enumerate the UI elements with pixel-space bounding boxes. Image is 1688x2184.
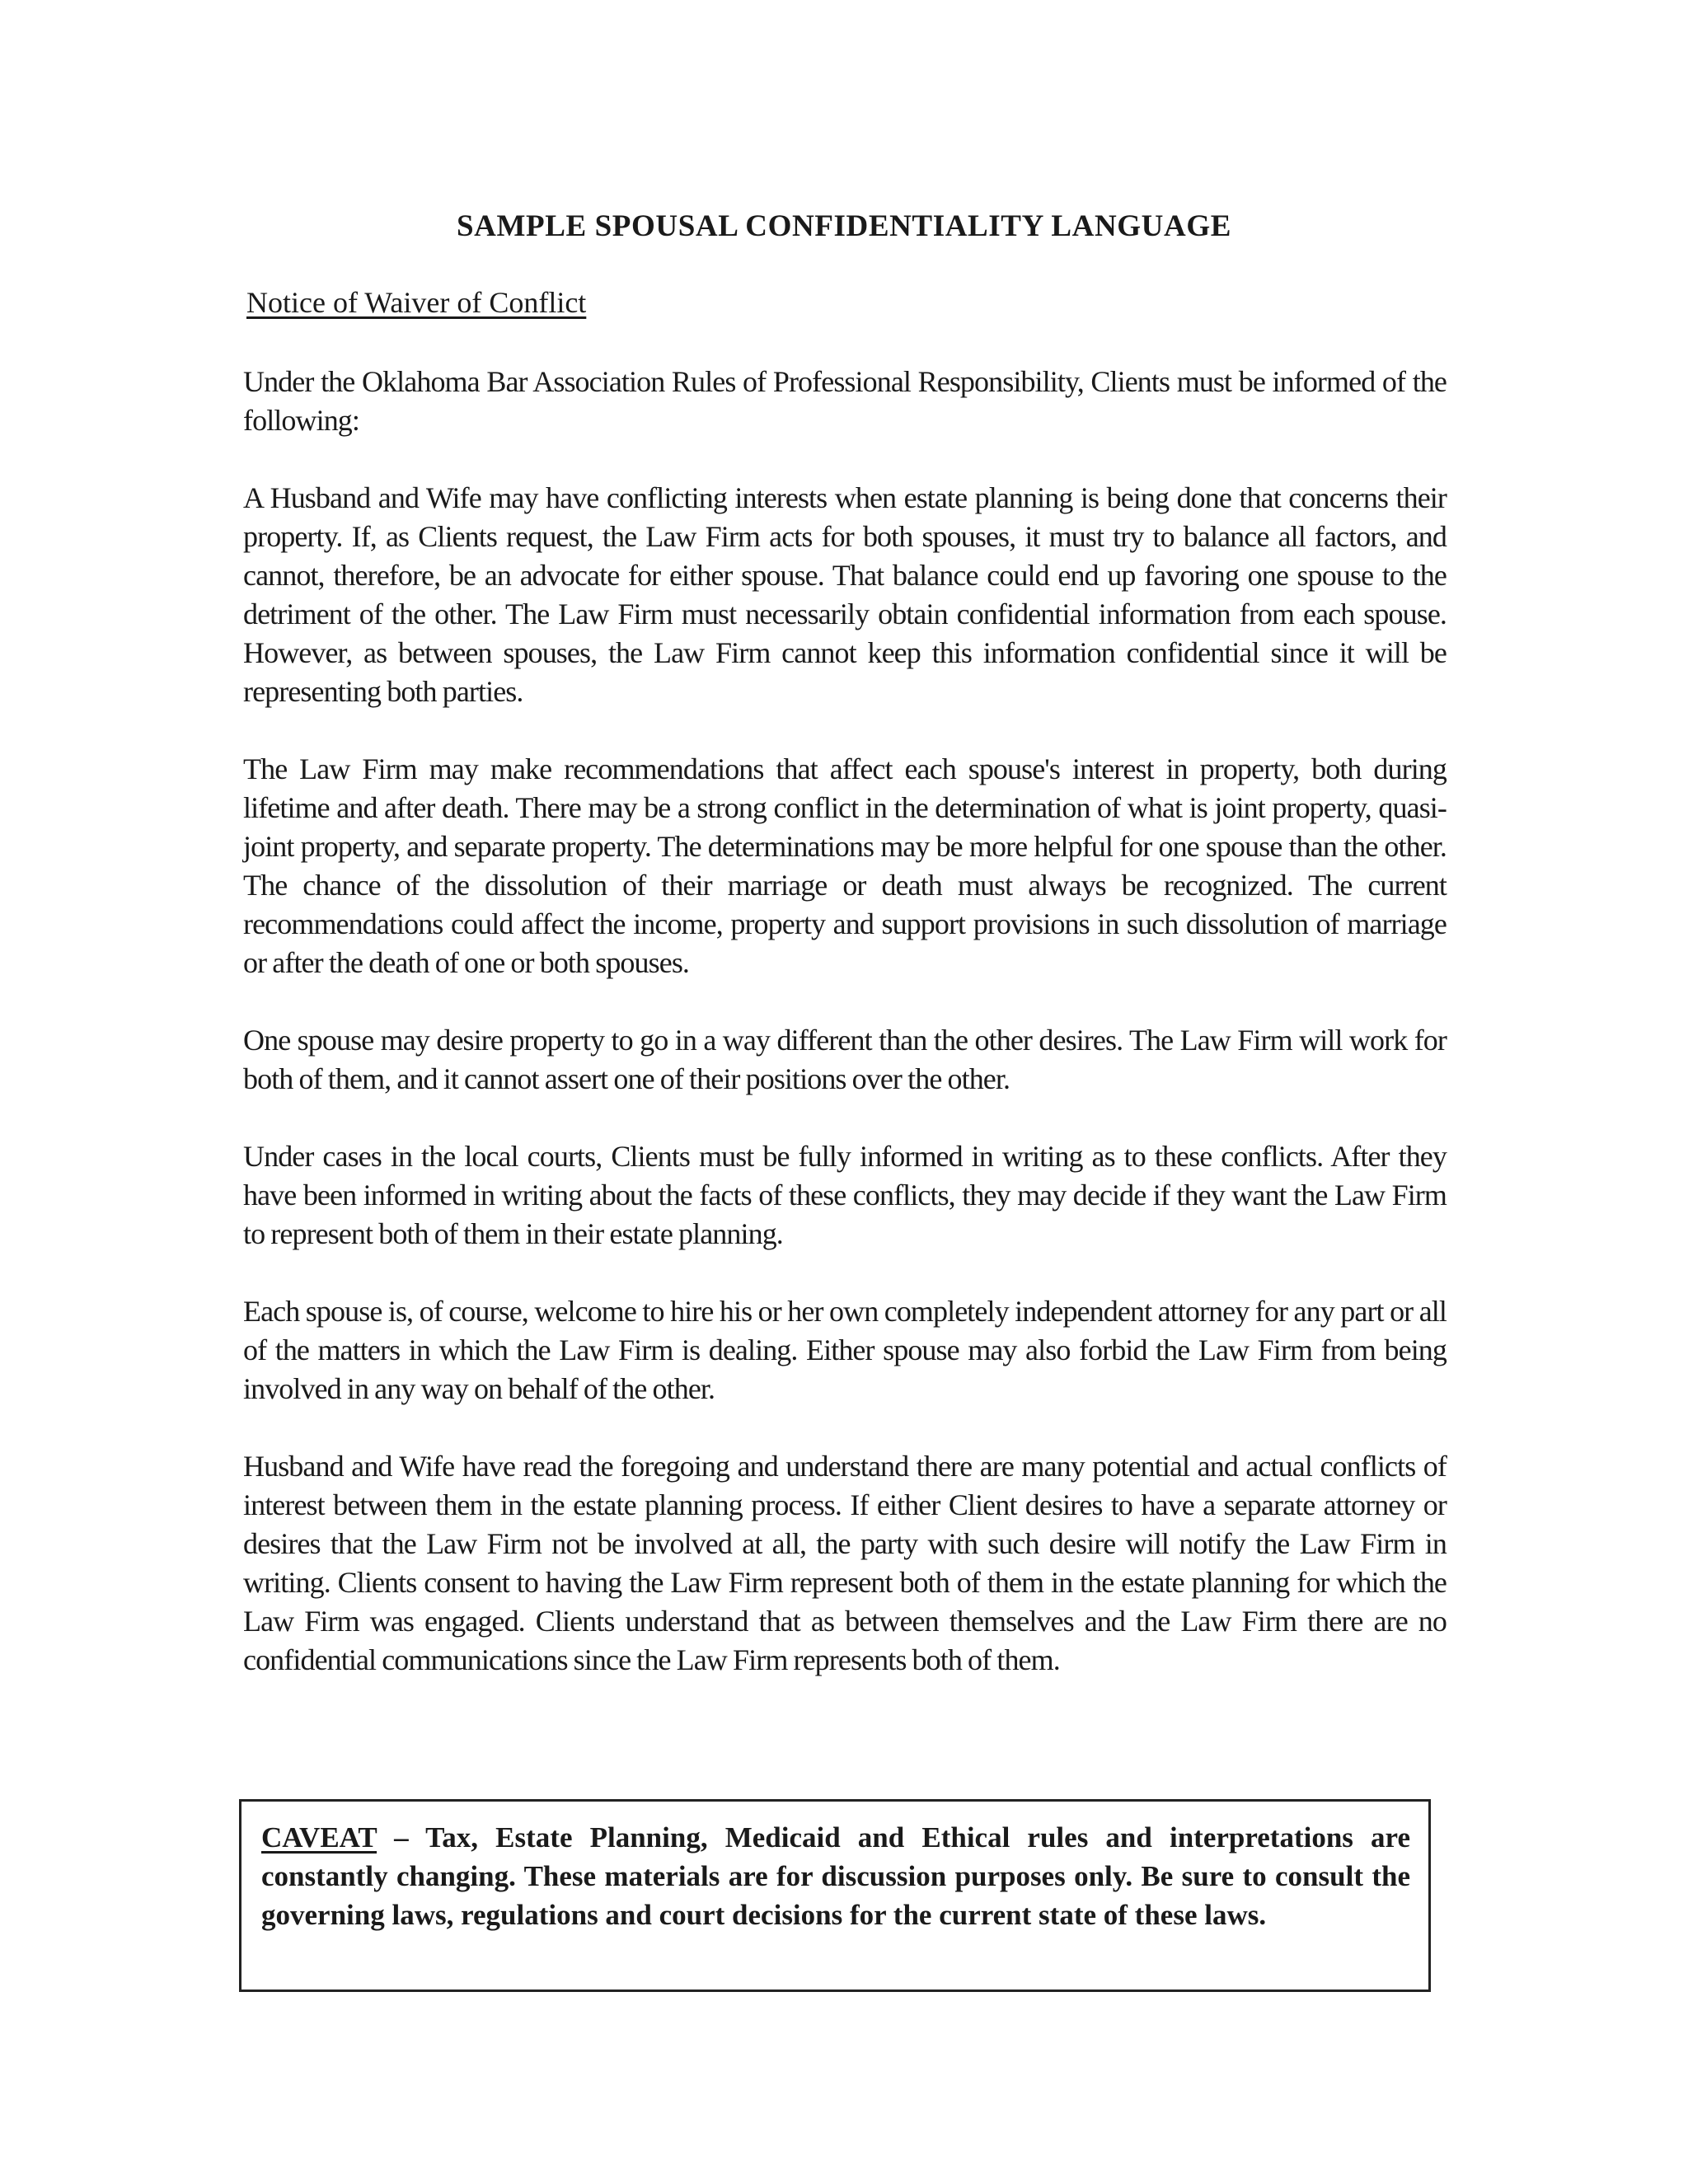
paragraph-consent: Husband and Wife have read the foregoing and understand there are many potential and actual conflicts of interest between them in the estate planning process. If either Client desires to have a separate attorney or desires that the Law Firm not be involved at all, the party with such desire will notify the Law Firm in writing. Clients consent to having the Law Firm represent both of them in the estate planning for which the Law Firm was engaged. Clients understand that as between themselves and the Law Firm there are no confidential communications since the Law Firm represents both of them.	[243, 1450, 1447, 1676]
caveat-box	[239, 1799, 1431, 1992]
section-heading: Notice of Waiver of Conflict	[246, 286, 587, 319]
document-body	[243, 363, 1447, 1718]
caveat-label: CAVEAT	[261, 1821, 377, 1854]
paragraph-conflicting-interests: A Husband and Wife may have conflicting interests when estate planning is being done that concerns their property. If, as Clients request, the Law Firm acts for both spouses, it must try to balance all factors, and cannot, therefore, be an advocate for either spouse. That balance could end up favoring one spouse to the detriment of the other. The Law Firm must necessarily obtain confidential information from each spouse. However, as between spouses, the Law Firm cannot keep this information confidential since it will be representing both parties.	[243, 481, 1447, 708]
caveat-body: – Tax, Estate Planning, Medicaid and Ethical rules and interpretations are constantly changing. These materials are for discussion purposes only. Be sure to consult the governing laws, regulations and court decisions for the current state of these laws.	[261, 1821, 1410, 1931]
paragraph-property-desires: One spouse may desire property to go in a way different than the other desires. The Law Firm will work for both of them, and it cannot assert one of their positions over the other.	[243, 1024, 1447, 1095]
paragraph-local-courts: Under cases in the local courts, Clients must be fully informed in writing as to these conflicts. After they have been informed in writing about the facts of these conflicts, they may decide if they want the Law Firm to represent both of them in their estate planning.	[243, 1140, 1447, 1250]
paragraph-recommendations: The Law Firm may make recommendations that affect each spouse's interest in property, both during lifetime and after death. There may be a strong conflict in the determination of what is joint property, quasi-joint property, and separate property. The determinations may be more helpful for one spouse than the other. The chance of the dissolution of their marriage or death must always be recognized. The current recommendations could affect the income, property and support provisions in such dissolution of marriage or after the death of one or both spouses.	[243, 752, 1447, 979]
caveat-text	[261, 1818, 1410, 1934]
paragraph-independent-attorney: Each spouse is, of course, welcome to hire his or her own completely independent attorney for any part or all of the matters in which the Law Firm is dealing. Either spouse may also forbid the Law Firm from being involved in any way on behalf of the other.	[243, 1295, 1447, 1405]
document-title: SAMPLE SPOUSAL CONFIDENTIALITY LANGUAGE	[457, 209, 1231, 243]
paragraph-rules-notice: Under the Oklahoma Bar Association Rules of Professional Responsibility, Clients must be informed of the following:	[243, 365, 1447, 437]
